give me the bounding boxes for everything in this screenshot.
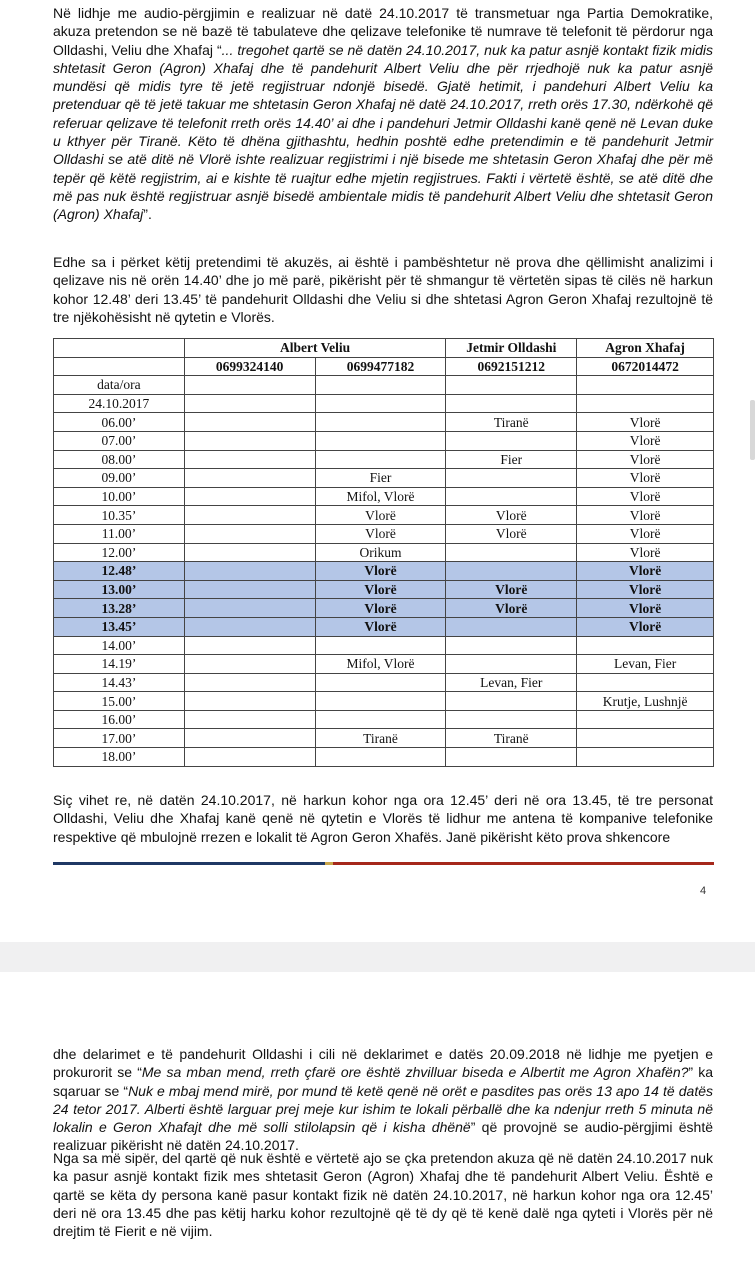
cell-x: Vlorë (577, 506, 714, 525)
cell-time: 06.00’ (54, 413, 185, 432)
paragraph-conclusion: Nga sa më sipër, del qartë që nuk është e vërtetë ajo se çka pretendon akuza që në datën 24.10.2017 nuk ka pasur asnjë kontakt fizik mes shtetasit Geron (Agron) Xhafaj dhe të pandehurit Albert Veliu. Është e qartë se këta dy persona kanë pasur kontakt fizik në datën 24.10.2017, në harkun kohor nga ora 12.45’ deri në ora 13.45 dhe pas këtij harku kohor rezultojnë që të dy që të kenë dalë nga qyteti i Vlorës për në drejtim të Fierit e në vijim. (53, 1150, 713, 1240)
cell-a1 (184, 413, 315, 432)
cell-time: 07.00’ (54, 431, 185, 450)
cell-a2: Orikum (315, 543, 446, 562)
cell-j: Vlorë (446, 580, 577, 599)
table-row (54, 487, 714, 506)
page-gap (0, 942, 755, 972)
cell-a1 (184, 524, 315, 543)
table-cell (184, 376, 315, 395)
para1-text-c: ”. (143, 206, 152, 223)
table-row (54, 655, 714, 674)
table-header-phones (54, 357, 714, 376)
cell-j (446, 469, 577, 488)
cell-time: 13.45’ (54, 617, 185, 636)
table-row-label-1 (54, 376, 714, 395)
cell-j (446, 431, 577, 450)
para4-text-c: ” ka sqaruar se “ (53, 1064, 714, 1099)
cell-a2 (315, 413, 446, 432)
cell-a2: Fier (315, 469, 446, 488)
cell-a1 (184, 580, 315, 599)
cell-x (577, 710, 714, 729)
cell-a2: Vlorë (315, 599, 446, 618)
para4-question-italic: Me sa mban mend, rreth çfarë ore është zhvilluar biseda e Albertit me Agron Xhafën? (141, 1064, 689, 1081)
para4-text-a: dhe delarimet e të pandehurit Olldashi i cili në deklarimet e datës 20.09.2018 në lidhje me pyetjen e prokurorit se “ (53, 1046, 713, 1081)
header-empty (54, 357, 185, 376)
table-header-names (54, 339, 714, 358)
paragraph-declarations (53, 1045, 713, 1155)
label-date: 24.10.2017 (54, 394, 185, 413)
cell-j (446, 562, 577, 581)
cell-time: 17.00’ (54, 729, 185, 748)
phone-cell-table (53, 338, 714, 767)
cell-a1 (184, 469, 315, 488)
cell-x: Vlorë (577, 450, 714, 469)
cell-a2: Vlorë (315, 580, 446, 599)
cell-j (446, 692, 577, 711)
table-row (54, 431, 714, 450)
cell-a1 (184, 729, 315, 748)
table-row (54, 673, 714, 692)
cell-j: Tiranë (446, 729, 577, 748)
label-date-time: data/ora (54, 376, 185, 395)
cell-j (446, 710, 577, 729)
table-cell (446, 376, 577, 395)
cell-a2 (315, 710, 446, 729)
cell-x: Levan, Fier (577, 655, 714, 674)
cell-time: 08.00’ (54, 450, 185, 469)
cell-time: 13.28’ (54, 599, 185, 618)
table-row (54, 617, 714, 636)
cell-a1 (184, 562, 315, 581)
cell-time: 10.35’ (54, 506, 185, 525)
cell-a2: Tiranë (315, 729, 446, 748)
table-row (54, 562, 714, 581)
cell-x: Vlorë (577, 562, 714, 581)
footer-line-red (333, 862, 714, 865)
cell-x (577, 729, 714, 748)
cell-a1 (184, 431, 315, 450)
cell-j (446, 487, 577, 506)
para1-text-a: Në lidhje me audio-përgjimin e realizuar në datë 24.10.2017 të transmetuar nga Partia Demokratike, akuza pretendon se në bazë të tabulateve dhe qelizave telefonike të numrave të telefonit të përdorur nga Olldashi, Veliu dhe Xhafaj “ (53, 5, 713, 58)
cell-x: Krutje, Lushnjë (577, 692, 714, 711)
cell-a1 (184, 617, 315, 636)
cell-x: Vlorë (577, 580, 714, 599)
cell-a1 (184, 543, 315, 562)
phone-jetmir: 0692151212 (446, 357, 577, 376)
cell-j: Tiranë (446, 413, 577, 432)
cell-a2 (315, 673, 446, 692)
cell-time: 18.00’ (54, 748, 185, 767)
cell-j: Vlorë (446, 506, 577, 525)
table-row (54, 636, 714, 655)
header-jetmir-olldashi: Jetmir Olldashi (446, 339, 577, 358)
cell-time: 16.00’ (54, 710, 185, 729)
cell-a2: Vlorë (315, 506, 446, 525)
cell-a2: Mifol, Vlorë (315, 487, 446, 506)
phone-albert-2: 0699477182 (315, 357, 446, 376)
cell-x (577, 673, 714, 692)
cell-a2: Vlorë (315, 617, 446, 636)
table-row (54, 543, 714, 562)
cell-j: Vlorë (446, 524, 577, 543)
para1-quote-italic: ... tregohet qartë se në datën 24.10.2017, nuk ka patur asnjë kontakt fizik midis shtetasit Geron (Agron) Xhafaj dhe të pandehurit Albert Veliu dhe për rrjedhojë nuk ka patur asnjë mundësi që midis tyre të jetë regjistruar ndonjë bisedë. Gjatë hetimit, i pandehuri Albert Veliu ka pretenduar që të jetë takuar me shtetasin Geron Xhafaj në datë 24.10.2017, rreth orës 17.30, ndërkohë që referuar qelizave të telefonit rreth orës 14.40’ ai dhe i pandehuri Jetmir Olldashi kanë qenë në Levan duke u kthyer për Tiranë. Këto të dhëna gjithashtu, hedhin poshtë edhe pretendimin e të pandehurit Jetmir Olldashi se atë ditë në Vlorë ishte realizuar regjistrimi i një bisede me shtetasin Geron Xhafaj dhe për më tepër që këtë regjistrim, ai e kishte të ruajtur edhe mjetin regjistrues. Fakti i vërtetë është, se atë ditë dhe më pas nuk është regjistruar asnjë bisedë ambientale midis të pandehurit Albert Veliu dhe shtetasit Geron (Agron) Xhafaj (53, 41, 713, 223)
table-row (54, 692, 714, 711)
cell-j (446, 655, 577, 674)
cell-a2 (315, 748, 446, 767)
cell-time: 14.19’ (54, 655, 185, 674)
table-row-label-2 (54, 394, 714, 413)
cell-a2 (315, 692, 446, 711)
cell-a1 (184, 692, 315, 711)
cell-x: Vlorë (577, 431, 714, 450)
cell-a2 (315, 431, 446, 450)
cell-a1 (184, 655, 315, 674)
cell-a2: Vlorë (315, 562, 446, 581)
cell-a1 (184, 506, 315, 525)
cell-j: Fier (446, 450, 577, 469)
footer-line-gold (325, 862, 333, 865)
paragraph-audio-interception (53, 4, 713, 224)
cell-a2: Vlorë (315, 524, 446, 543)
cell-time: 13.00’ (54, 580, 185, 599)
paragraph-observation: Siç vihet re, në datën 24.10.2017, në harkun kohor nga ora 12.45’ deri në ora 13.45, të tre personat Olldashi, Veliu dhe Xhafaj kanë qenë në qytetin e Vlorës të lidhur me antena të kompanive telefonike respektive që mbulojnë rrezen e lokalit të Agron Geron Xhafës. Janë pikërisht këto prova shkencore (53, 792, 713, 845)
cell-j (446, 617, 577, 636)
phone-agron: 0672014472 (577, 357, 714, 376)
cell-time: 15.00’ (54, 692, 185, 711)
cell-x: Vlorë (577, 413, 714, 432)
cell-j (446, 543, 577, 562)
table-row (54, 524, 714, 543)
cell-j (446, 748, 577, 767)
table-row (54, 450, 714, 469)
cell-x (577, 748, 714, 767)
cell-x: Vlorë (577, 487, 714, 506)
table-row (54, 506, 714, 525)
phone-albert-1: 0699324140 (184, 357, 315, 376)
cell-x: Vlorë (577, 617, 714, 636)
cell-time: 09.00’ (54, 469, 185, 488)
cell-x (577, 636, 714, 655)
table-cell (577, 394, 714, 413)
table-cell (315, 376, 446, 395)
cell-j (446, 636, 577, 655)
document-page-5 (0, 972, 755, 1280)
cell-a1 (184, 710, 315, 729)
table-row (54, 748, 714, 767)
paragraph-claim-analysis: Edhe sa i përket këtij pretendimi të akuzës, ai është i pambështetur në prova dhe qëllimisht analizimi i qelizave nis në orën 14.40’ dhe jo më parë, pikërisht për të shmangur të vërtetën sipas të cilës në harkun kohor 12.48’ deri 13.45’ të pandehurit Olldashi dhe Veliu si dhe shtetasi Agron Geron Xhafaj rezultojnë të tre njëkohësisht në qytetin e Vlorës. (53, 254, 713, 325)
footer-line-blue (53, 862, 325, 865)
table-row (54, 469, 714, 488)
cell-a1 (184, 636, 315, 655)
header-agron-xhafaj: Agron Xhafaj (577, 339, 714, 358)
page-number: 4 (700, 885, 707, 897)
cell-a1 (184, 599, 315, 618)
cell-time: 14.43’ (54, 673, 185, 692)
table-cell (577, 376, 714, 395)
para4-text-e: ” që provojnë se audio-përgjimi është realizuar pikërisht në datën 24.10.2017. (53, 1119, 714, 1154)
cell-x: Vlorë (577, 469, 714, 488)
table-body (54, 376, 714, 766)
cell-time: 12.48’ (54, 562, 185, 581)
table-cell (315, 394, 446, 413)
cell-a1 (184, 450, 315, 469)
table-row (54, 413, 714, 432)
cell-x: Vlorë (577, 543, 714, 562)
table-row (54, 710, 714, 729)
cell-a1 (184, 673, 315, 692)
cell-x: Vlorë (577, 524, 714, 543)
table-row (54, 729, 714, 748)
header-albert-veliu: Albert Veliu (184, 339, 446, 358)
cell-j: Vlorë (446, 599, 577, 618)
cell-time: 11.00’ (54, 524, 185, 543)
cell-a1 (184, 487, 315, 506)
cell-a2 (315, 636, 446, 655)
cell-time: 14.00’ (54, 636, 185, 655)
para4-answer-italic: Nuk e mbaj mend mirë, por mund të ketë qenë në orët e pasdites pas orës 13 apo 14 të datës 24 tetor 2017. Alberti është larguar prej meje kur ishim te lokali përballë dhe ka ndenjur rreth 5 minuta në lokalin e Geron Xhafajt dhe më solli stilolapsin që i kisha dhënë (53, 1082, 713, 1136)
table-row (54, 580, 714, 599)
cell-a2: Mifol, Vlorë (315, 655, 446, 674)
cell-a1 (184, 748, 315, 767)
table-row (54, 599, 714, 618)
table-cell (184, 394, 315, 413)
table-cell (446, 394, 577, 413)
cell-j: Levan, Fier (446, 673, 577, 692)
scrollbar-thumb[interactable] (750, 400, 755, 460)
cell-time: 10.00’ (54, 487, 185, 506)
cell-a2 (315, 450, 446, 469)
cell-x: Vlorë (577, 599, 714, 618)
cell-time: 12.00’ (54, 543, 185, 562)
header-empty (54, 339, 185, 358)
